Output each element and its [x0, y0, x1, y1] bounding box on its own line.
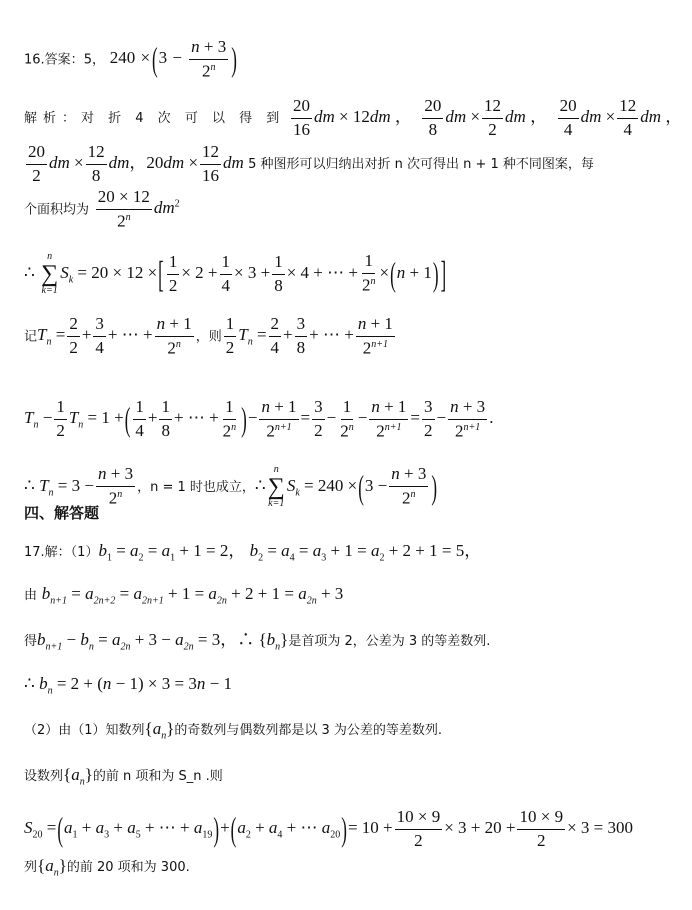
- q17-part2-text: 的奇数列与偶数列都是以 3 为公差的等差数列.: [174, 723, 443, 738]
- tn-result-text: ，n = 1 时也成立，: [137, 479, 255, 495]
- q17-final-text: 的前 20 项和为 300.: [66, 860, 190, 875]
- q17-step3-line: [24, 631, 490, 652]
- explanation-label: 解析：: [24, 111, 82, 127]
- explanation-line3-text: 个面积均为: [24, 202, 90, 218]
- sum-sk-formula: ∴ n ∑ k=1 $S_k = 20 \times 12$ ×[ $\frac{1}{2}$ × 2 + $\frac{1}{4}$ × 3 + $\frac{1}{8}$ × 4 + ⋯ + $\frac{1}{2^n}$ ×(n + 1) ]: [24, 251, 447, 296]
- explanation-line2-formula: $\frac{20}{2}$ dm × $\frac{12}{8}$ dm，20dm × $\frac{12}{16}$ dm: [28, 142, 249, 185]
- explanation-line1-text: 对 折 4 次 可 以 得 到: [81, 111, 285, 127]
- q16-answer-line: [24, 38, 238, 81]
- q17-step2-line: [24, 585, 343, 606]
- s20-formula: $S_{20} =(a_1 + a_3 + a_5$ + ⋯ + $a_{19})+(a_2 + a_4$ + ⋯ $a_{20})= 10$ + $\frac{10 \times 9}{2}$ × 3 + 20 + $\frac{10 \times 9}{2}$ × 3 = 300: [24, 807, 634, 850]
- q17-step3-formula: $b_{n+1} - b_n = a_{2n} + 3 - a_{2n} = 3$，∴ $\{b_n\}$: [37, 630, 289, 653]
- q17-final-line: [24, 857, 190, 878]
- q17-label: 17.解：（1）: [24, 545, 99, 560]
- tn-definition-line: [24, 315, 397, 358]
- q17-part2-line: [24, 720, 442, 741]
- q17-final-label: 列: [24, 860, 38, 875]
- explanation-line1-formula: $\frac{20}{16}$ dm × 12dm ， $\frac{20}{8}$ dm × $\frac{12}{2}$ dm ， $\frac{20}{4}$ dm × $\frac{12}{4}$ dm ，: [293, 96, 683, 139]
- q17-step2-label: 由: [24, 588, 38, 603]
- q17-step1-formula: $b_1 = a_2 = a_1 + 1 = 2$， $b_2 = a_4 = a_3 + 1 = a_2 + 2 + 1 = 5$，: [98, 541, 482, 564]
- sum-result-formula: ∴ n ∑ k=1 $S_k = 240 \times(3$ − $\frac{n + 3}{2^n}$ ): [254, 464, 437, 509]
- sum-sk-formula-line: [24, 252, 447, 296]
- seq-an-symbol-3: $\{a_n\}$: [37, 856, 67, 879]
- q17-part2b-label: 设数列: [24, 769, 64, 784]
- tn-def-formula: $T_n$ = $\frac{2}{2}$ + $\frac{3}{4}$ + ⋯ + $\frac{n + 1}{2^n}$: [37, 314, 192, 358]
- q17-part2b-text: 的前 n 项和为 S_n .则: [92, 769, 223, 784]
- q17-step4-line: [24, 675, 232, 696]
- tn-def-label: 记: [24, 329, 38, 345]
- tn-difference-formula: $T_n$ − $\frac{1}{2}$ $T_n = 1$ +( $\frac{1}{4}$ + $\frac{1}{8}$ + ⋯ + $\frac{1}{2^n}$ )− $\frac{n + 1}{2^{n+1}}$ = $\frac{3}{2}$ − $\frac{1}{2^n}$ − $\frac{n + 1}{2^{n+1}}$ = $\frac{3}{2}$ − $\frac{n + 3}{2^{n+1}}$ .: [24, 397, 494, 441]
- section4-title: 四、解答题: [24, 504, 100, 522]
- explanation-line1: [24, 97, 682, 139]
- q16-label: 16.答案：: [24, 52, 84, 68]
- q16-answer2-formula: 240 ×(3 − $\frac{n + 3}{2^n}$ ): [109, 37, 237, 81]
- tn-half-formula: $\frac{1}{2}$ $T_n$ = $\frac{2}{4}$ + $\frac{3}{8}$ + ⋯ + $\frac{n + 1}{2^{n+1}}$: [225, 314, 393, 358]
- section-heading: [24, 506, 99, 521]
- tn-half-label: ，则: [195, 329, 222, 345]
- tn-difference-line: [24, 398, 493, 441]
- explanation-line3: [24, 188, 180, 231]
- q17-step1-line: [24, 542, 481, 563]
- q16-answer1: 5，: [83, 52, 105, 68]
- seq-an-symbol: $\{a_n\}$: [144, 719, 175, 742]
- explanation-line2: [24, 143, 594, 185]
- tn-result-formula: ∴ $T_n = 3$ − $\frac{n + 3}{2^n}$: [24, 464, 134, 508]
- q17-step3-text: 是首项为 2，公差为 3 的等差数列.: [288, 634, 491, 649]
- explanation-line2-text: 5 种图形可以归纳出对折 n 次可得出 n + 1 种不同图案，每: [248, 157, 594, 173]
- tn-result-line: [24, 465, 438, 509]
- q17-step4-formula: ∴ $b_n = 2 + (n - 1) \times 3 = 3n - 1$: [24, 674, 232, 697]
- q17-step2-formula: $b_{n+1} = a_{2n+2} = a_{2n+1} + 1 = a_{2n} + 2 + 1 = a_{2n} + 3$: [41, 584, 344, 607]
- s20-line: [24, 808, 633, 850]
- q17-part2b-line: [24, 766, 223, 787]
- q17-part2-label: （2）由（1）知数列: [24, 723, 145, 738]
- explanation-line3-formula: $\frac{20 \times 12}{2^n}$ $dm^2$: [97, 187, 180, 231]
- seq-an-symbol-2: $\{a_n\}$: [63, 765, 93, 788]
- q17-step3-label: 得: [24, 634, 38, 649]
